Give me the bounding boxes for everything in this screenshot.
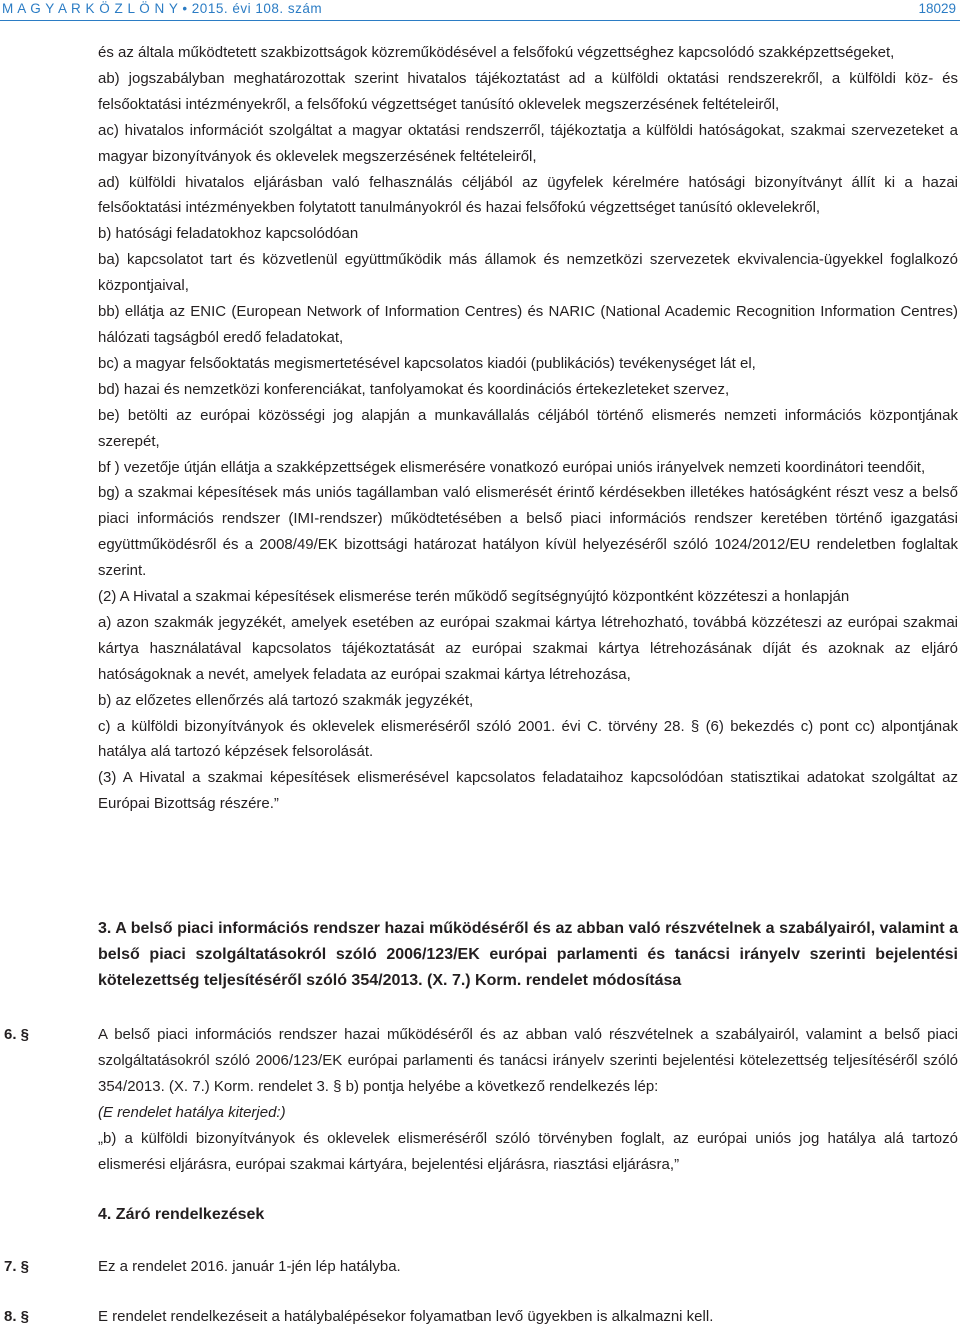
page-header [0, 0, 960, 22]
section-6-text: A belső piaci információs rendszer hazai működéséről és az abban való részvételnek a szabályairól, valamint a belső piaci szolgáltatásokról szóló 2006/123/EK európai parlamenti és tanácsi irányelv szerinti bejelentési kötelezettség teljesítéséről szóló 354/2013. (X. 7.) Korm. rendelet 3. § b) pontja helyébe a következő rendelkezés lép: [98, 1026, 958, 1095]
paragraph: bf ) vezetője útján ellátja a szakképzettségek elismerésére vonatkozó európai uniós irányelvek nemzeti koordinátori teendőit, [98, 458, 926, 476]
section-6-quote: „b) a külföldi bizonyítványok és oklevelek elismeréséről szóló törvényben foglalt, az európai uniós jog hatálya alá tartozó elismerési eljárásra, európai szakmai kártyára, bejelentési eljárásra, riasztási eljárásra,” [98, 1129, 958, 1173]
publication-title: M A G Y A R K Ö Z L Ö N Y • 2015. évi 108. szám [2, 1, 323, 16]
paragraph: be) betölti az európai közösségi jog alapján a munkavállalás céljából történő elismerés nemzeti információs központjának szerepét, [98, 406, 958, 450]
section-6-note: (E rendelet hatálya kiterjed:) [98, 1103, 286, 1121]
continuation-text [98, 40, 958, 817]
paragraph: a) azon szakmák jegyzékét, amelyek esetében az európai szakmai kártya létrehozható, továbbá közzéteszi az európai szakmai kártya használatával kapcsolatos tájékoztatását az európai szakmai kártya létrehozásának díját és azoknak az eljáró hatóságoknak a nevét, amelyek feladata az európai szakmai kártya létrehozása, [98, 613, 958, 683]
section-4-heading: 4. Záró rendelkezések [98, 1206, 265, 1223]
paragraph: b) hatósági feladatokhoz kapcsolódóan [98, 225, 359, 243]
header-divider [0, 20, 960, 21]
paragraph: és az általa működtetett szakbizottságok közreműködésével a felsőfokú végzettséghez kapcsolódó szakképzettségeket, [98, 44, 895, 61]
paragraph: c) a külföldi bizonyítványok és oklevelek elismeréséről szóló 2001. évi C. törvény 28. § (6) bekezdés c) pont cc) alpontjának hatálya alá tartozó képzések felsorolását. [98, 717, 958, 761]
section-8-number: 8. § [4, 1308, 30, 1325]
section-8-text: E rendelet rendelkezéseit a hatálybalépésekor folyamatban levő ügyekben is alkalmazni kell. [98, 1308, 714, 1325]
section-7-text: Ez a rendelet 2016. január 1-jén lép hatályba. [98, 1258, 401, 1275]
section-6 [98, 1022, 958, 1177]
page-number: 18029 [918, 1, 956, 16]
paragraph: bc) a magyar felsőoktatás megismertetésével kapcsolatos kiadói (publikációs) tevékenységet lát el, [98, 354, 756, 372]
paragraph: (2) A Hivatal a szakmai képesítések elismerése terén működő segítségnyújtó központként közzéteszi a honlapján [98, 588, 850, 606]
paragraph: ac) hivatalos információt szolgáltat a magyar oktatási rendszerről, tájékoztatja a külföldi hatóságokat, szakmai szervezeteket a magyar bizonyítványok és oklevelek megszerzésének feltételeiről, [98, 121, 958, 165]
paragraph: b) az előzetes ellenőrzés alá tartozó szakmák jegyzékét, [98, 691, 474, 709]
paragraph: ad) külföldi hivatalos eljárásban való felhasználás céljából az ügyfelek kérelmére hatósági bizonyítványt állít ki a hazai felsőoktatási intézményekben folytatott tanulmányokról és hazai felsőfokú végzettséget tanúsító oklevelekről, [98, 173, 958, 217]
section-6-number: 6. § [4, 1026, 30, 1043]
paragraph: bd) hazai és nemzetközi konferenciákat, tanfolyamokat és koordinációs értekezleteket szervez, [98, 380, 730, 398]
section-7-number: 7. § [4, 1258, 30, 1275]
paragraph: bb) ellátja az ENIC (European Network of Information Centres) és NARIC (National Academic Recognition Information Centres) hálózati tagságból eredő feladatokat, [98, 303, 958, 346]
paragraph: (3) A Hivatal a szakmai képesítések elismerésével kapcsolatos feladataihoz kapcsolódóan statisztikai adatokat szolgáltat az Európai Bizottság részére.” [98, 769, 958, 813]
section-3-heading: 3. A belső piaci információs rendszer hazai működéséről és az abban való részvételnek a szabályairól, valamint a belső piaci szolgáltatásokról szóló 2006/123/EK európai parlamenti és tanácsi irányelv szerinti bejelentési kötelezettség teljesítéséről szóló 354/2013. (X. 7.) Korm. rendelet módosítása [98, 920, 958, 989]
paragraph: ab) jogszabályban meghatározottak szerint hivatalos tájékoztatást ad a külföldi oktatási rendszerekről, a külföldi köz- és felsőoktatási intézményekről, a felsőfokú végzettséget tanúsító oklevelek megszerzésének feltételeiről, [98, 69, 958, 113]
paragraph: bg) a szakmai képesítések más uniós tagállamban való elismerését érintő kérdésekben illetékes hatóságként részt vesz a belső piaci információs rendszer (IMI-rendszer) működtetésében a belső piaci információs rendszer keretében történő igazgatási együttműködésről és a 2008/49/EK bizottsági határozat hatályon kívül helyezéséről szóló 1024/2012/EU rendeletben foglaltak szerint. [98, 484, 958, 580]
paragraph: ba) kapcsolatot tart és közvetlenül együttműködik más államok és nemzetközi szervezetek ekvivalencia-ügyekkel foglalkozó központjaival, [98, 251, 958, 295]
